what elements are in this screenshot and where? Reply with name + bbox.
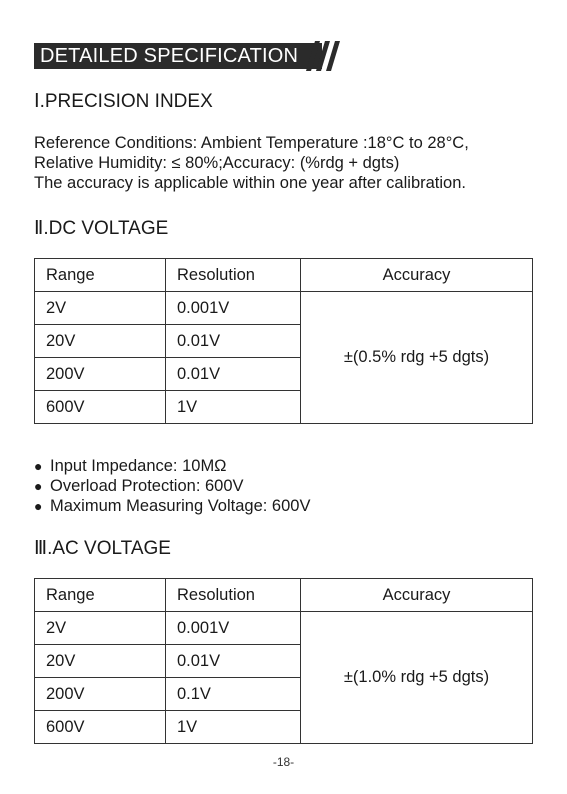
ac-voltage-table [34,578,533,744]
range-cell: 20V [35,645,166,678]
header-resolution: Resolution [166,579,301,612]
resolution-cell: 0.01V [166,645,301,678]
banner-title: DETAILED SPECIFICATION [40,45,299,67]
table-row [35,292,533,325]
resolution-cell: 0.001V [166,612,301,645]
section-heading-ac-voltage: Ⅲ.AC VOLTAGE [34,538,171,559]
section-heading-dc-voltage: Ⅱ.DC VOLTAGE [34,218,169,239]
header-accuracy: Accuracy [301,259,533,292]
resolution-cell: 1V [166,391,301,424]
reference-conditions [34,133,469,193]
range-cell: 2V [35,612,166,645]
dc-voltage-table [34,258,533,424]
slash-decoration-icon [306,41,340,71]
list-item [34,456,310,476]
range-cell: 600V [35,711,166,744]
reference-line: Relative Humidity: ≤ 80%;Accuracy: (%rdg + dgts) [34,154,400,172]
range-cell: 2V [35,292,166,325]
table-header-row [35,579,533,612]
resolution-cell: 0.1V [166,678,301,711]
dc-voltage-notes [34,456,310,516]
bullet-icon: ● [34,458,43,474]
header-range: Range [35,259,166,292]
list-item [34,496,310,516]
note-text: Overload Protection: 600V [50,477,244,495]
section-heading-precision: Ⅰ.PRECISION INDEX [34,91,213,112]
bullet-icon: ● [34,498,43,514]
note-text: Input Impedance: 10MΩ [50,457,227,475]
list-item [34,476,310,496]
range-cell: 200V [35,678,166,711]
reference-line: The accuracy is applicable within one year after calibration. [34,174,466,192]
reference-line: Reference Conditions: Ambient Temperature :18°C to 28°C, [34,134,469,152]
accuracy-cell: ±(0.5% rdg +5 dgts) [301,292,533,424]
table-row [35,612,533,645]
note-text: Maximum Measuring Voltage: 600V [50,497,311,515]
bullet-icon: ● [34,478,43,494]
header-range: Range [35,579,166,612]
resolution-cell: 0.01V [166,325,301,358]
resolution-cell: 0.001V [166,292,301,325]
page-number: -18- [272,755,295,769]
range-cell: 200V [35,358,166,391]
table-header-row [35,259,533,292]
range-cell: 600V [35,391,166,424]
accuracy-cell: ±(1.0% rdg +5 dgts) [301,612,533,744]
resolution-cell: 1V [166,711,301,744]
header-accuracy: Accuracy [301,579,533,612]
section-banner [34,43,322,69]
resolution-cell: 0.01V [166,358,301,391]
header-resolution: Resolution [166,259,301,292]
range-cell: 20V [35,325,166,358]
